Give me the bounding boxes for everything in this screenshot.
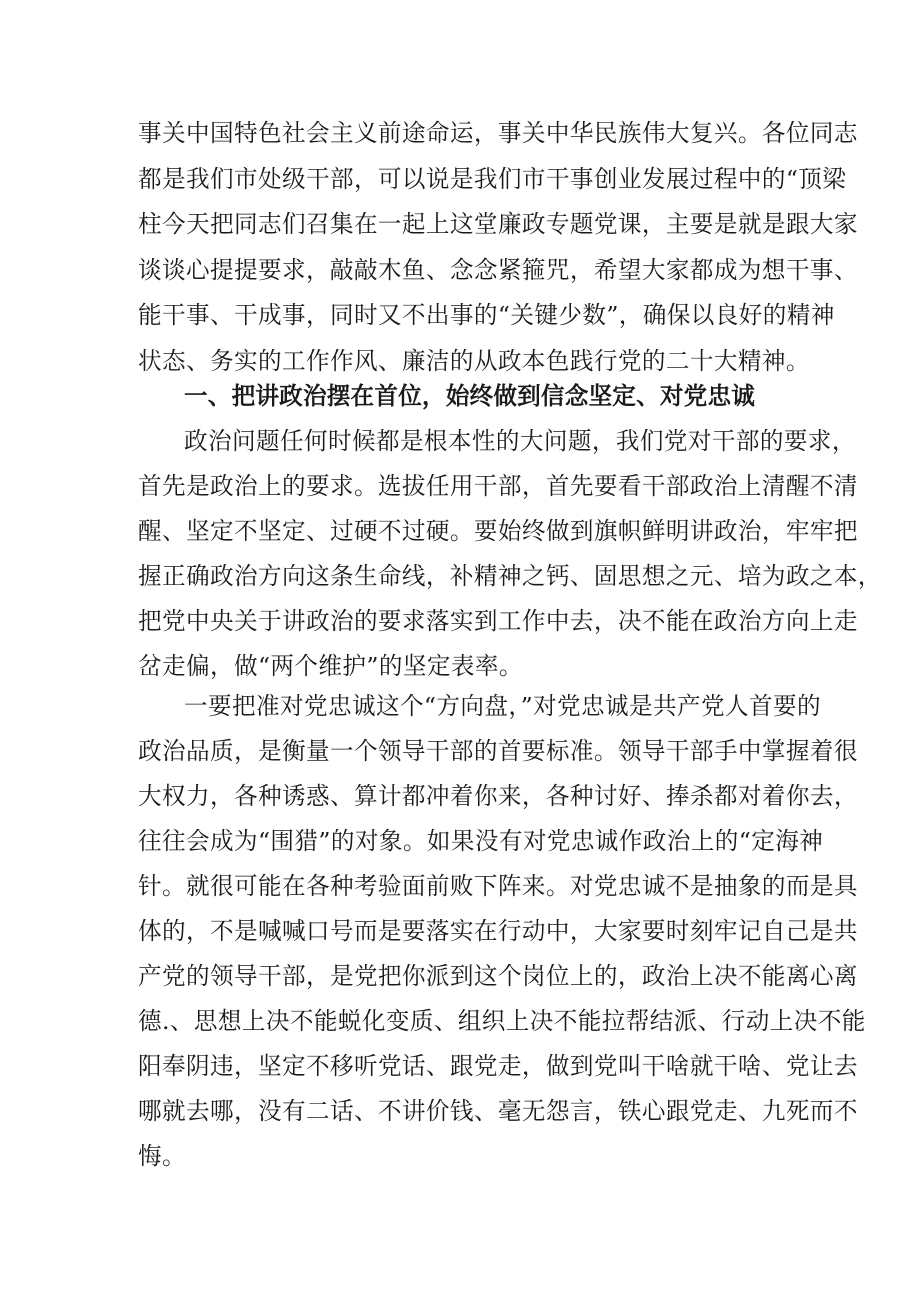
paragraph2-line: 大权力，各种诱惑、算计都冲着你来，各种讨好、捧杀都对着你去， xyxy=(138,782,858,810)
paragraph1-line: 首先是政治上的要求。选拔任用干部，首先要看干部政治上清醒不清 xyxy=(138,472,858,500)
intro-line: 都是我们市处级干部，可以说是我们市干事创业发展过程中的“顶梁 xyxy=(138,165,847,193)
paragraph2-line: 阳奉阴违，坚定不移听党话、跟党走，做到党叫干啥就干啥、党让去 xyxy=(138,1052,858,1080)
paragraph2-line: 体的，不是喊喊口号而是要落实在行动中，大家要时刻牢记自己是共 xyxy=(138,917,858,945)
intro-line: 谈谈心提提要求，敲敲木鱼、念念紧箍咒，希望大家都成为想干事、 xyxy=(138,256,858,284)
paragraph2-line: 德.、思想上决不能蜕化变质、组织上决不能拉帮结派、行动上决不能 xyxy=(138,1007,866,1035)
paragraph2-line: 往往会成为“围猎”的对象。如果没有对党忠诚作政治上的“定海神 xyxy=(138,827,824,855)
paragraph1-line: 握正确政治方向这条生命线，补精神之钙、固思想之元、培为政之本， xyxy=(138,562,882,590)
paragraph1-line: 醒、坚定不坚定、过硬不过硬。要始终做到旗帜鲜明讲政治，牢牢把 xyxy=(138,517,858,545)
intro-line: 能干事、干成事，同时又不出事的“关键少数”，确保以良好的精神 xyxy=(138,301,835,329)
section-heading: 一、把讲政治摆在首位，始终做到信念坚定、对党忠诚 xyxy=(184,382,756,410)
paragraph2-line: 政治品质，是衡量一个领导干部的首要标准。领导干部手中掌握着很 xyxy=(138,737,858,765)
paragraph2-line: 悔。 xyxy=(138,1142,186,1170)
paragraph1-line: 政治问题任何时候都是根本性的大问题，我们党对干部的要求， xyxy=(184,427,856,455)
paragraph2-line: 针。就很可能在各种考验面前败下阵来。对党忠诚不是抽象的而是具 xyxy=(138,872,858,900)
paragraph1-line: 把党中央关于讲政治的要求落实到工作中去，决不能在政治方向上走 xyxy=(138,607,858,635)
paragraph1-line: 岔走偏，做“两个维护”的坚定表率。 xyxy=(138,652,523,680)
intro-line: 柱今天把同志们召集在一起上这堂廉政专题党课，主要是就是跟大家 xyxy=(138,210,858,238)
intro-line: 事关中国特色社会主义前途命运，事关中华民族伟大复兴。各位同志 xyxy=(138,119,858,147)
paragraph2-line: 产党的领导干部，是党把你派到这个岗位上的，政治上决不能离心离 xyxy=(138,962,858,990)
intro-line: 状态、务实的工作作风、廉洁的从政本色践行党的二十大精神。 xyxy=(138,347,810,375)
paragraph2-line: 一要把准对党忠诚这个“方向盘，”对党忠诚是共产党人首要的 xyxy=(184,692,821,720)
paragraph2-line: 哪就去哪，没有二话、不讲价钱、毫无怨言，铁心跟党走、九死而不 xyxy=(138,1097,858,1125)
